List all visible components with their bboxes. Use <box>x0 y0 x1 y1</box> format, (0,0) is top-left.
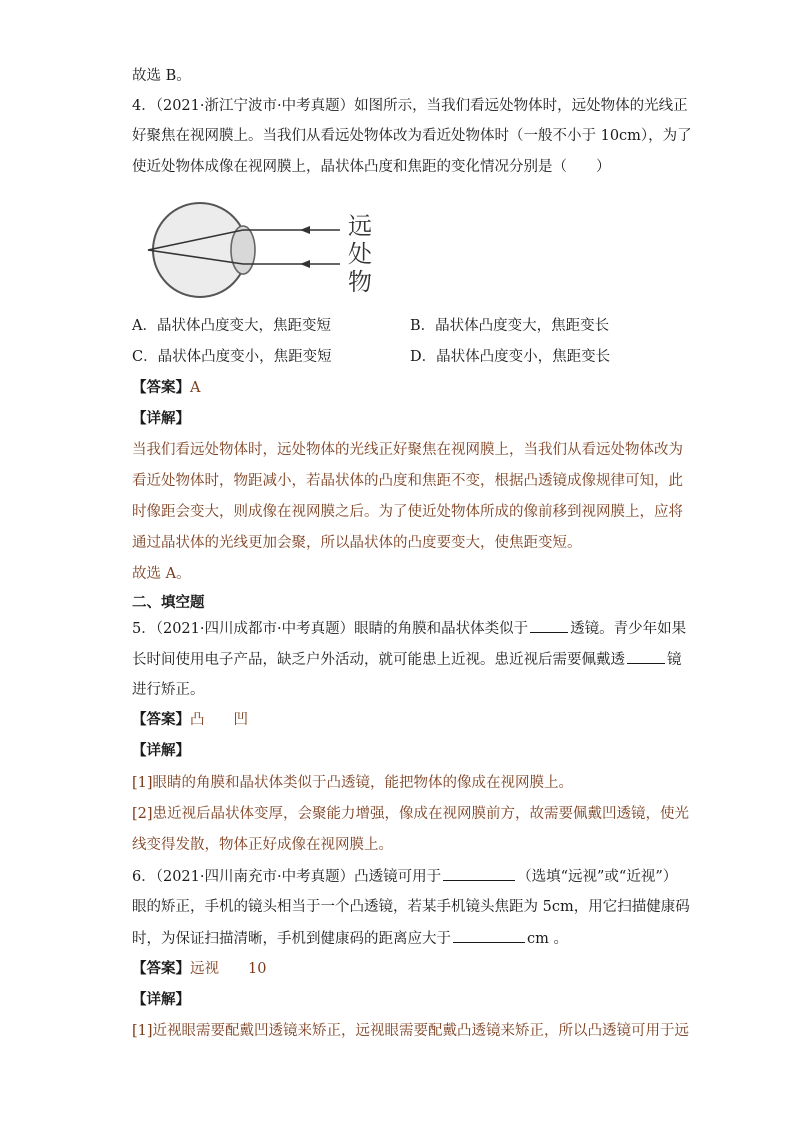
detail-line: 线变得发散，物体正好成像在视网膜上。 <box>132 837 393 853</box>
option-c[interactable]: C．晶状体凸度变小，焦距变短 <box>132 349 332 365</box>
answer-value: A <box>190 380 201 396</box>
fill-blank[interactable] <box>530 618 568 633</box>
question-text: 镜 <box>667 652 682 668</box>
question-5-line-3: 进行矫正。 <box>132 682 205 698</box>
question-text: cm 。 <box>527 931 568 947</box>
detail-line: 当我们看远处物体时，远处物体的光线正好聚焦在视网膜上，当我们从看远处物体改为 <box>132 442 683 458</box>
question-text: （选填“远视”或“近视”） <box>517 869 678 885</box>
figure-label-char: 远 <box>348 212 372 240</box>
detail-line: [2]患近视后晶状体变厚，会聚能力增强，像成在视网膜前方，故需要佩戴凹透镜，使光 <box>132 806 690 822</box>
question-4-line-2: 好聚焦在视网膜上。当我们从看远处物体改为看近处物体时（一般不小于 10cm），为了 <box>132 128 692 144</box>
detail-line: [1]近视眼需要配戴凹透镜来矫正，远视眼需要配戴凸透镜来矫正，所以凸透镜可用于远 <box>132 1023 690 1039</box>
figure-label-char: 物 <box>348 268 372 296</box>
detail-line: 看近处物体时，物距减小，若晶状体的凸度和焦距不变，根据凸透镜成像规律可知，此 <box>132 473 683 489</box>
answer-value: 凸 凹 <box>190 712 248 728</box>
question-text: 6．（2021·四川南充市·中考真题）凸透镜可用于 <box>132 869 442 885</box>
question-4-line-1: 4．（2021·浙江宁波市·中考真题）如图所示，当我们看远处物体时，远处物体的光线正 <box>132 98 688 114</box>
answer-value: 远视 10 <box>190 961 267 977</box>
option-a[interactable]: A．晶状体凸度变大，焦距变短 <box>132 318 331 334</box>
detail-label: 【详解】 <box>132 991 190 1008</box>
detail-label: 【详解】 <box>132 410 190 427</box>
eye-diagram-figure <box>140 200 390 310</box>
answer-label: 【答案】 <box>132 960 190 977</box>
detail-line: 故选 A。 <box>132 566 191 582</box>
question-6-line-1 <box>132 866 677 887</box>
question-4-line-3: 使近处物体成像在视网膜上，晶状体凸度和焦距的变化情况分别是（ ） <box>132 159 611 175</box>
section-heading: 二、填空题 <box>132 594 205 611</box>
question-text: 时，为保证扫描清晰，手机到健康码的距离应大于 <box>132 931 451 947</box>
answer-4 <box>132 378 200 398</box>
detail-line: 时像距会变大，则成像在视网膜之后。为了使近处物体所成的像前移到视网膜上，应将 <box>132 504 683 520</box>
option-b[interactable]: B．晶状体凸度变大，焦距变长 <box>410 318 610 334</box>
question-5-line-2 <box>132 649 682 670</box>
fill-blank[interactable] <box>627 649 665 664</box>
option-d[interactable]: D．晶状体凸度变小，焦距变长 <box>410 349 611 365</box>
text-line: 故选 B。 <box>132 68 191 84</box>
lens-shape <box>231 226 255 274</box>
fill-blank[interactable] <box>443 866 515 881</box>
question-text: 透镜。青少年如果 <box>570 621 687 637</box>
answer-5 <box>132 710 248 730</box>
detail-label: 【详解】 <box>132 742 190 759</box>
question-6-line-2: 眼的矫正，手机的镜头相当于一个凸透镜，若某手机镜头焦距为 5cm，用它扫描健康码 <box>132 899 690 915</box>
question-text: 5．（2021·四川成都市·中考真题）眼睛的角膜和晶状体类似于 <box>132 621 529 637</box>
question-text: 长时间使用电子产品，缺乏户外活动，就可能患上近视。患近视后需要佩戴透 <box>132 652 625 668</box>
answer-label: 【答案】 <box>132 379 190 396</box>
fill-blank[interactable] <box>453 928 525 943</box>
arrow-left-icon <box>300 260 310 268</box>
answer-6 <box>132 959 266 979</box>
answer-label: 【答案】 <box>132 711 190 728</box>
detail-line: [1]眼睛的角膜和晶状体类似于凸透镜，能把物体的像成在视网膜上。 <box>132 775 574 791</box>
question-5-line-1 <box>132 618 686 639</box>
detail-line: 通过晶状体的光线更加会聚，所以晶状体的凸度要变大，使焦距变短。 <box>132 535 582 551</box>
figure-label-char: 处 <box>348 240 372 268</box>
question-6-line-3 <box>132 928 568 949</box>
arrow-left-icon <box>300 226 310 234</box>
